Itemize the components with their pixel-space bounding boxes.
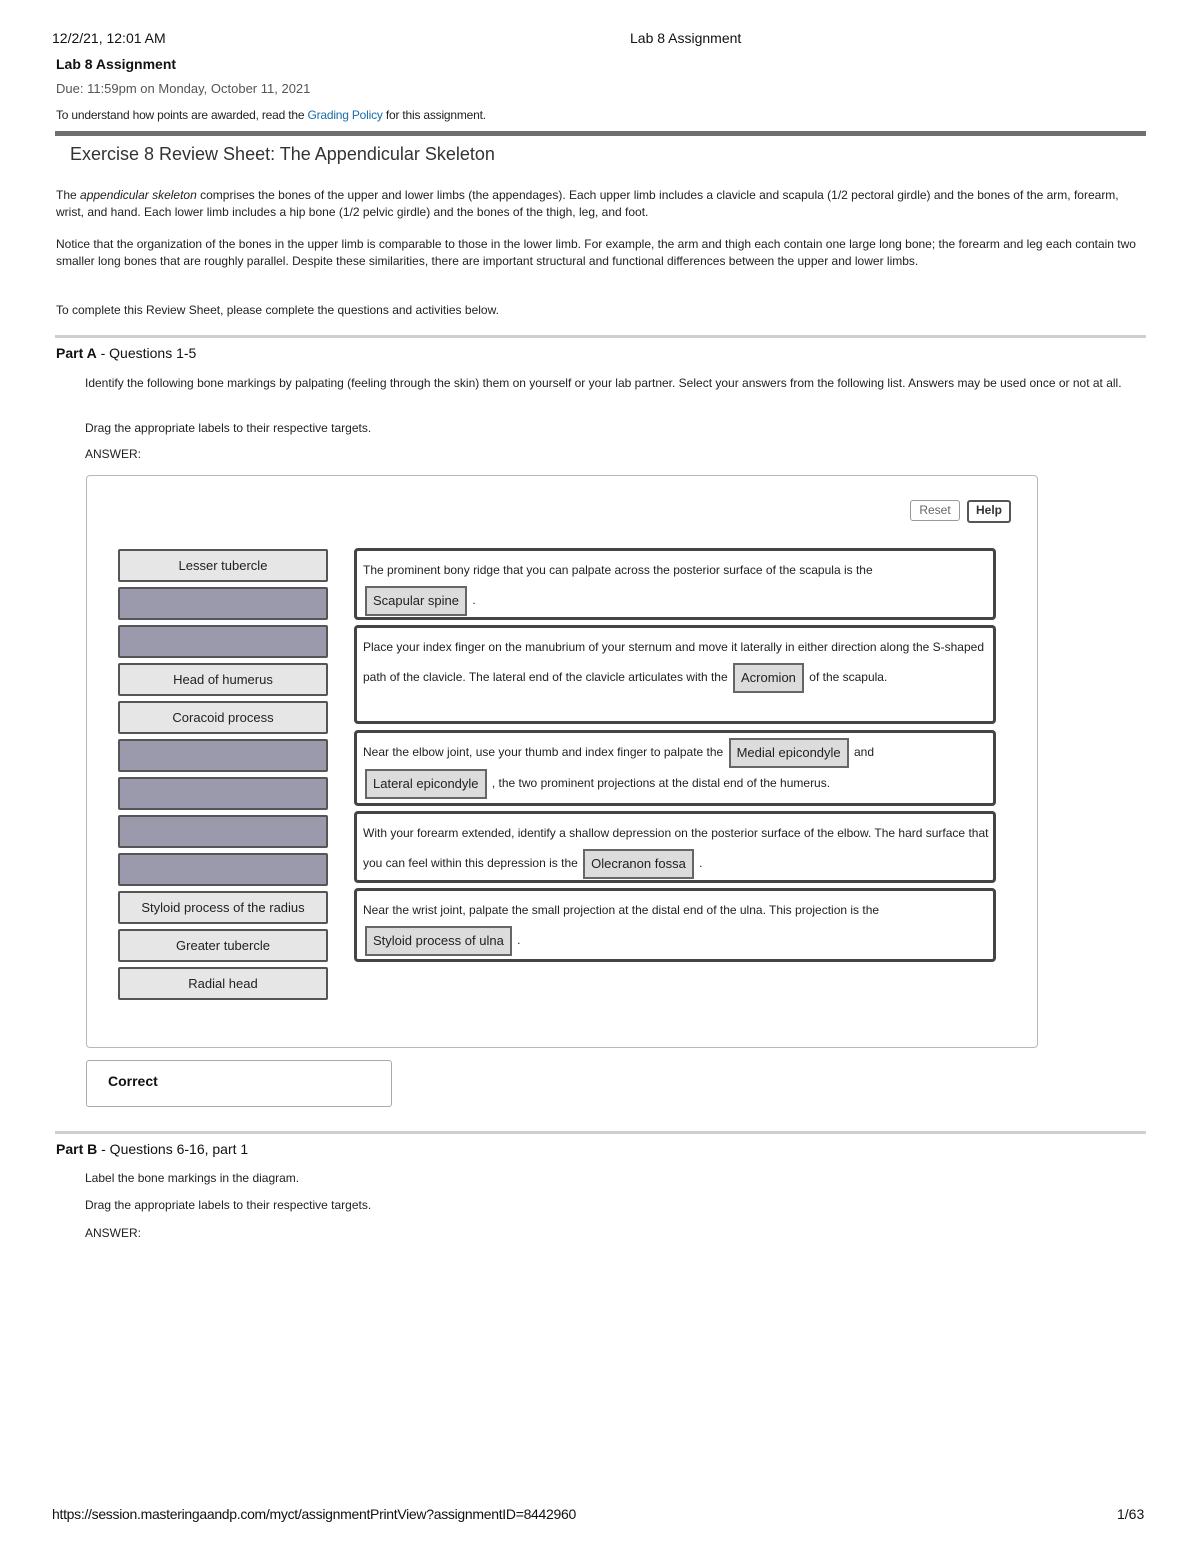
intro-paragraph-1 xyxy=(56,187,1136,221)
reset-button[interactable]: Reset xyxy=(910,500,960,521)
question-3-mid: and xyxy=(854,745,875,759)
target-question-5 xyxy=(354,888,996,962)
label-tile[interactable]: Greater tubercle xyxy=(118,929,328,962)
part-a-subtitle: - Questions 1-5 xyxy=(100,345,197,361)
part-b-instruction: Label the bone markings in the diagram. xyxy=(85,1171,300,1185)
print-page-number: 1/63 xyxy=(1117,1506,1145,1522)
section-divider xyxy=(55,131,1146,136)
drop-target-lateral-epicondyle[interactable]: Lateral epicondyle xyxy=(365,769,487,799)
part-divider xyxy=(55,1131,1146,1134)
label-tile-empty xyxy=(118,853,328,886)
part-divider xyxy=(55,335,1146,338)
part-a-title xyxy=(56,345,196,361)
label-tile[interactable]: Head of humerus xyxy=(118,663,328,696)
label-tile-empty xyxy=(118,625,328,658)
target-question-1 xyxy=(354,548,996,620)
drop-target-styloid-process-of-ulna[interactable]: Styloid process of ulna xyxy=(365,926,512,956)
part-a-instruction: Identify the following bone markings by palpating (feeling through the skin) them on yourself or your lab partner. Select your answers from the following list. Answers may be used once or not at all. xyxy=(85,376,1122,390)
part-b-subtitle: - Questions 6-16, part 1 xyxy=(101,1141,249,1157)
label-tile[interactable]: Styloid process of the radius xyxy=(118,891,328,924)
question-2-end: of the scapula. xyxy=(809,670,888,684)
part-a-answer-label: ANSWER: xyxy=(85,447,142,461)
target-question-3 xyxy=(354,730,996,806)
part-a-label: Part A xyxy=(56,345,97,361)
label-tile-empty xyxy=(118,815,328,848)
drop-target-acromion[interactable]: Acromion xyxy=(733,663,804,693)
label-tile[interactable]: Lesser tubercle xyxy=(118,549,328,582)
part-b-answer-label: ANSWER: xyxy=(85,1226,142,1240)
target-question-4 xyxy=(354,811,996,883)
part-b-title xyxy=(56,1141,248,1157)
grading-suffix: for this assignment. xyxy=(385,108,486,122)
label-tile-empty xyxy=(118,739,328,772)
grading-note xyxy=(56,108,486,122)
print-page-title: Lab 8 Assignment xyxy=(630,30,742,46)
grading-policy-link[interactable]: Grading Policy xyxy=(307,108,383,122)
intro-paragraph-2: Notice that the organization of the bones in the upper limb is comparable to those in the lower limb. For example, the arm and thigh each contain one large long bone; the forearm and leg each contain two smaller long bones that are roughly parallel. Despite these similarities, there are important structural and functional differences between the upper and lower limbs. xyxy=(56,237,1136,268)
label-tile-empty xyxy=(118,777,328,810)
assignment-title: Lab 8 Assignment xyxy=(56,56,177,72)
label-tile-empty xyxy=(118,587,328,620)
label-tile[interactable]: Radial head xyxy=(118,967,328,1000)
question-4-end: . xyxy=(699,856,703,870)
print-footer-url: https://session.masteringaandp.com/myct/assignmentPrintView?assignmentID=8442960 xyxy=(52,1506,576,1522)
p1-emphasis: appendicular skeleton xyxy=(80,188,197,202)
question-3-text: Near the elbow joint, use your thumb and index finger to palpate the xyxy=(363,745,724,759)
question-5-end: . xyxy=(517,933,521,947)
intro-paragraph-3: To complete this Review Sheet, please complete the questions and activities below. xyxy=(56,303,499,317)
question-2-text: Place your index finger on the manubrium of your sternum and move it laterally in either direction along the S-shaped path of the clavicle. The lateral end of the clavicle articulates with the xyxy=(363,640,985,684)
part-b-label: Part B xyxy=(56,1141,98,1157)
part-a-drag-instruction: Drag the appropriate labels to their respective targets. xyxy=(85,421,372,435)
drop-target-scapular-spine[interactable]: Scapular spine xyxy=(365,586,467,616)
drop-target-olecranon-fossa[interactable]: Olecranon fossa xyxy=(583,849,694,879)
due-date: Due: 11:59pm on Monday, October 11, 2021 xyxy=(56,81,311,96)
target-question-2 xyxy=(354,625,996,724)
question-3-end: , the two prominent projections at the distal end of the humerus. xyxy=(491,775,831,790)
question-4-text: With your forearm extended, identify a shallow depression on the posterior surface of the elbow. The hard surface that you can feel within this depression is the xyxy=(363,826,989,870)
label-tile[interactable]: Coracoid process xyxy=(118,701,328,734)
question-1-end: . xyxy=(472,593,476,607)
print-datetime: 12/2/21, 12:01 AM xyxy=(52,30,166,46)
p1-rest: comprises the bones of the upper and lower limbs (the appendages). Each upper limb includes a clavicle and scapula (1/2 pectoral girdle) and the bones of the arm, forearm, wrist, and hand. Each lower limb includes a hip bone (1/2 pelvic girdle) and the bones of the thigh, leg, and foot. xyxy=(56,188,1119,219)
question-1-text: The prominent bony ridge that you can palpate across the posterior surface of the scapula is the xyxy=(363,563,873,577)
grading-prefix: To understand how points are awarded, read the xyxy=(56,108,305,122)
question-5-text: Near the wrist joint, palpate the small projection at the distal end of the ulna. This projection is the xyxy=(363,903,880,917)
drop-target-medial-epicondyle[interactable]: Medial epicondyle xyxy=(729,738,849,768)
help-button[interactable]: Help xyxy=(967,500,1011,523)
exercise-title: Exercise 8 Review Sheet: The Appendicular Skeleton xyxy=(70,144,495,164)
result-status: Correct xyxy=(108,1073,158,1089)
part-b-drag-instruction: Drag the appropriate labels to their respective targets. xyxy=(85,1198,372,1212)
p1-prefix: The xyxy=(56,188,77,202)
